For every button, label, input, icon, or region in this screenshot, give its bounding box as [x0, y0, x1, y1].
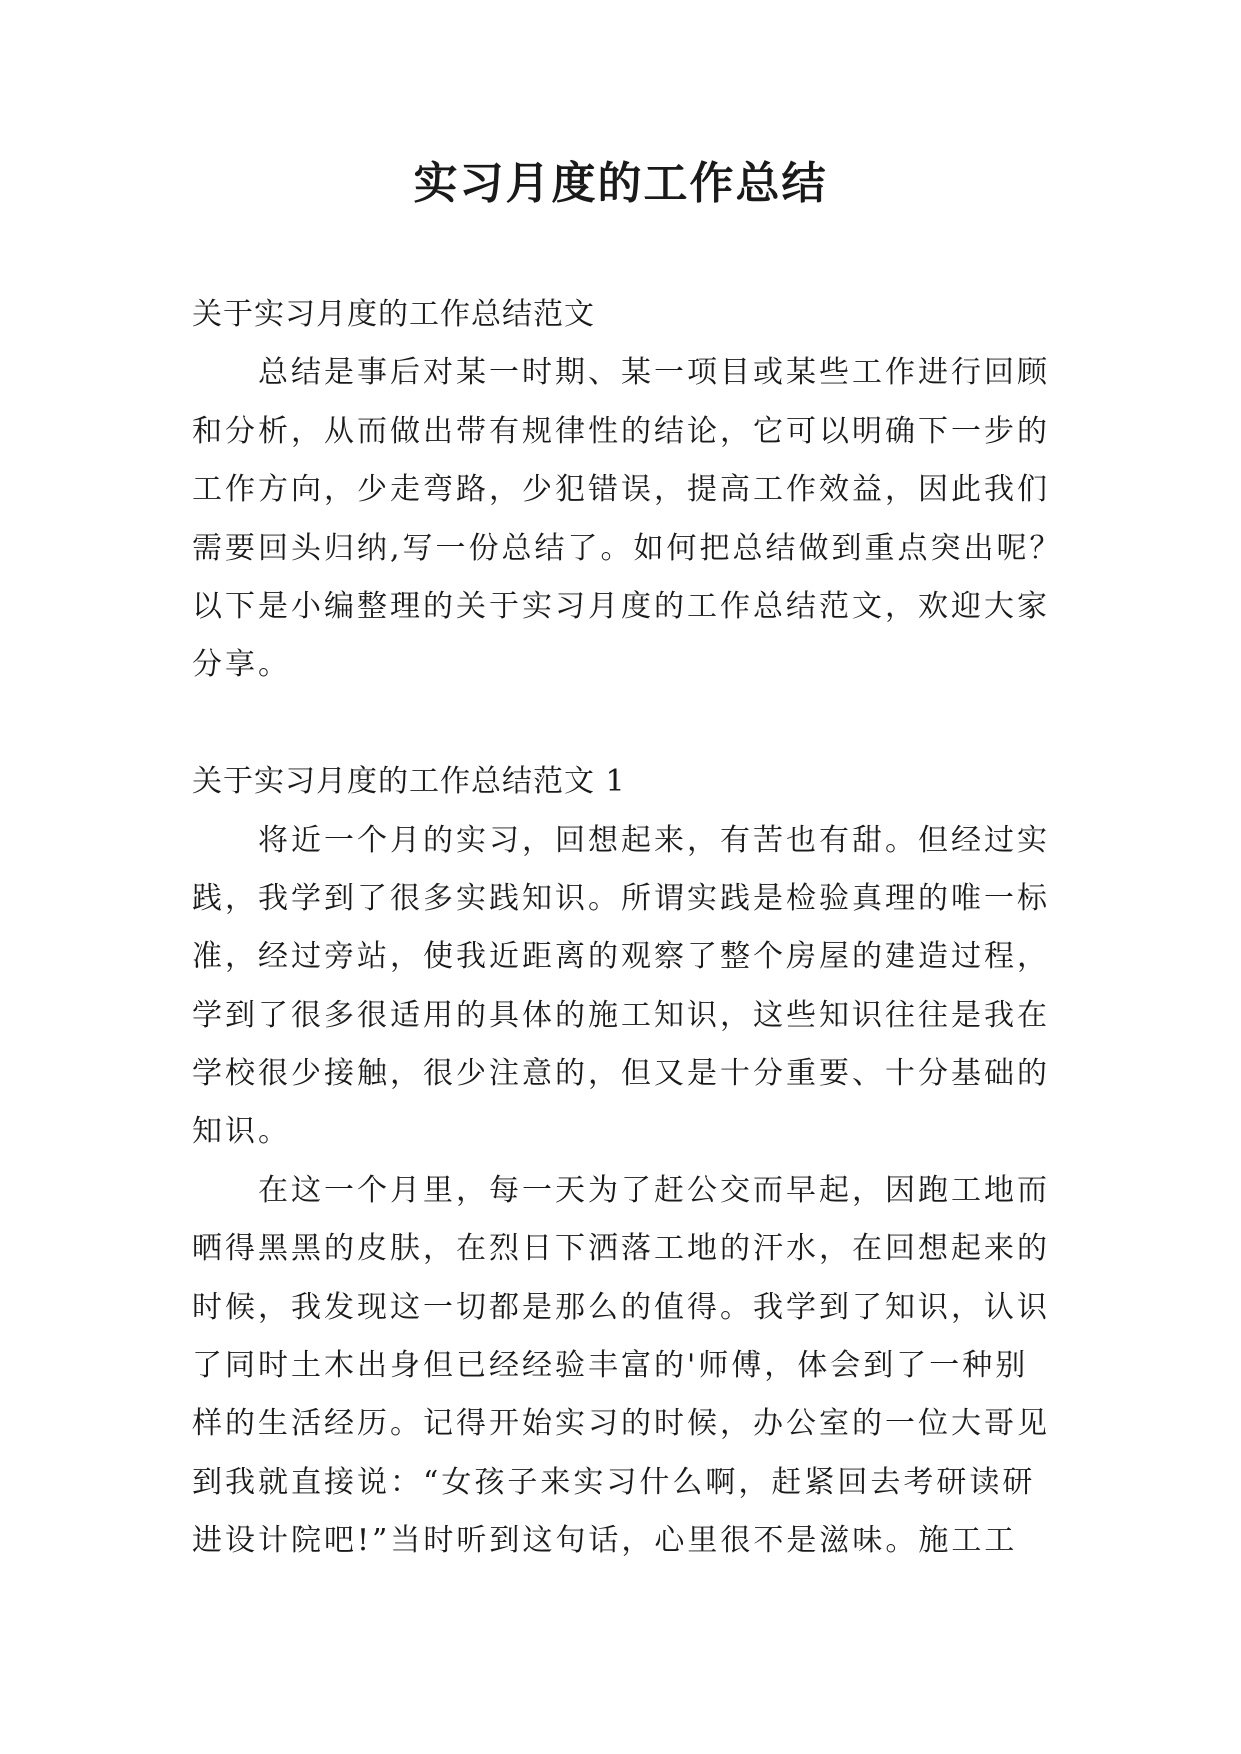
- paragraph-line: 学校很少接触，很少注意的，但又是十分重要、十分基础的: [192, 1056, 1050, 1092]
- paragraph-line: 和分析，从而做出带有规律性的结论，它可以明确下一步的: [192, 413, 1050, 449]
- section-heading: 关于实习月度的工作总结范文 1: [192, 764, 626, 800]
- paragraph-line: 进设计院吧!”当时听到这句话，心里很不是滋味。施工工: [192, 1523, 1018, 1559]
- blank-line: [192, 695, 1044, 753]
- paragraph-line: 分享。: [192, 647, 291, 683]
- paragraph-line: 学到了很多很适用的具体的施工知识，这些知识往往是我在: [192, 997, 1050, 1033]
- intro-heading: 关于实习月度的工作总结范文: [192, 297, 595, 332]
- paragraph-line: 知识。: [192, 1114, 291, 1150]
- paragraph-line: 将近一个月的实习，回想起来，有苦也有甜。但经过实: [258, 822, 1050, 858]
- paragraph-line: 准，经过旁站，使我近距离的观察了整个房屋的建造过程，: [192, 939, 1050, 975]
- paragraph-line: 工作方向，少走弯路，少犯错误，提高工作效益，因此我们: [192, 472, 1050, 508]
- paragraph-line: 到我就直接说：“女孩子来实习什么啊，赶紧回去考研读研: [192, 1464, 1036, 1500]
- paragraph-line: 总结是事后对某一时期、某一项目或某些工作进行回顾: [258, 355, 1050, 391]
- paragraph-line: 了同时土木出身但已经经验丰富的'师傅，体会到了一种别: [192, 1348, 1029, 1384]
- paragraph-line: 晒得黑黑的皮肤，在烈日下洒落工地的汗水，在回想起来的: [192, 1231, 1050, 1267]
- paragraph-line: 在这一个月里，每一天为了赶公交而早起，因跑工地而: [258, 1172, 1050, 1208]
- paragraph-line: 以下是小编整理的关于实习月度的工作总结范文，欢迎大家: [192, 588, 1050, 624]
- paragraph-line: 需要回头归纳,写一份总结了。如何把总结做到重点突出呢？: [192, 530, 1063, 566]
- paragraph-line: 践，我学到了很多实践知识。所谓实践是检验真理的唯一标: [192, 880, 1050, 916]
- document-title: 实习月度的工作总结: [413, 158, 828, 209]
- document-body: [192, 286, 1063, 1571]
- paragraph-line: 样的生活经历。记得开始实习的时候，办公室的一位大哥见: [192, 1406, 1050, 1442]
- paragraph-line: 时候，我发现这一切都是那么的值得。我学到了知识，认识: [192, 1289, 1050, 1325]
